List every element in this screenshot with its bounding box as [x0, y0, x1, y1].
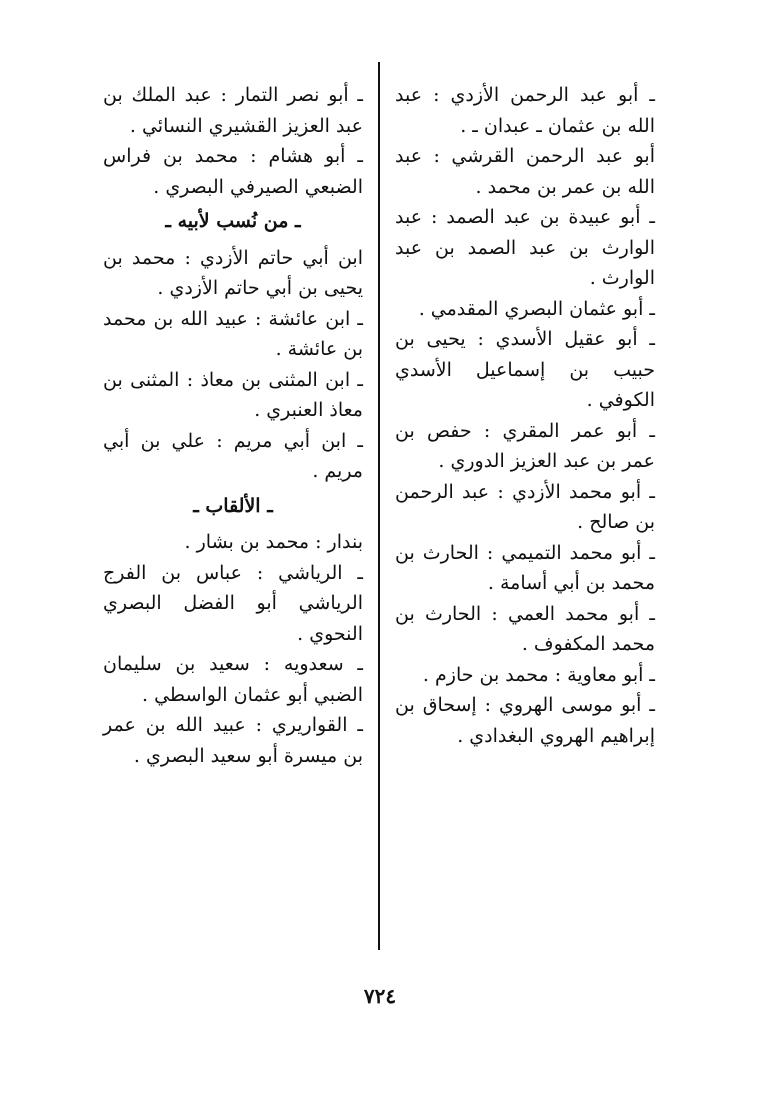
entry: ـ أبو محمد العمي : الحارث بن محمد المكفوف . [395, 602, 655, 655]
entry: ـ ابن المثنى بن معاذ : المثنى بن معاذ العنبري . [103, 368, 363, 421]
entry: ـ الرياشي : عباس بن الفرج الرياشي أبو الفضل البصري النحوي . [103, 561, 363, 645]
right-column [395, 80, 655, 751]
entry: ـ ابن أبي مريم : علي بن أبي مريم . [103, 429, 363, 482]
entry: ـ أبو عثمان البصري المقدمي . [418, 297, 655, 320]
entry: ـ القواريري : عبيد الله بن عمر بن ميسرة أبو سعيد البصري . [103, 714, 363, 767]
entry: ـ أبو عبيدة بن عبد الصمد : عبد الوارث بن عبد الصمد بن عبد الوارث . [395, 206, 655, 289]
entry: ـ أبو عمر المقري : حفص بن عمر بن عبد العزيز الدوري . [395, 419, 655, 472]
entry: ـ أبو معاوية : محمد بن حازم . [422, 663, 655, 686]
entry: ابن أبي حاتم الأزدي : محمد بن يحيى بن أبي حاتم الأزدي . [103, 246, 363, 299]
page-number: ٧٢٤ [363, 984, 397, 1008]
entry: ـ سعدويه : سعيد بن سليمان الضبي أبو عثمان الواسطي . [103, 653, 363, 706]
section-heading-nisba: ـ من نُسب لأبيه ـ [165, 210, 301, 232]
entry: ـ أبو هشام : محمد بن فراس الضبعي الصيرفي البصري . [103, 145, 363, 198]
entry: ـ أبو موسى الهروي : إسحاق بن إبراهيم الهروي البغدادي . [395, 694, 655, 747]
entry: ـ أبو محمد الأزدي : عبد الرحمن بن صالح . [395, 480, 655, 533]
entry: ـ أبو عقيل الأسدي : يحيى بن حبيب بن إسماعيل الأسدي الكوفي . [395, 328, 655, 411]
entry: ـ أبو محمد التميمي : الحارث بن محمد بن أبي أسامة . [395, 541, 655, 594]
section-heading-alqab: ـ الألقاب ـ [193, 494, 273, 517]
entry: بندار : محمد بن بشار . [184, 531, 363, 553]
entry: ـ ابن عائشة : عبيد الله بن محمد بن عائشة . [103, 307, 363, 360]
column-divider [378, 62, 380, 950]
entry: أبو عبد الرحمن القرشي : عبد الله بن عمر بن محمد . [395, 145, 655, 198]
entry: ـ أبو عبد الرحمن الأزدي : عبد الله بن عثمان ـ عبدان ـ . [395, 84, 655, 137]
entry: ـ أبو نصر التمار : عبد الملك بن عبد العزيز القشيري النسائي . [103, 84, 363, 137]
left-column [103, 80, 363, 771]
